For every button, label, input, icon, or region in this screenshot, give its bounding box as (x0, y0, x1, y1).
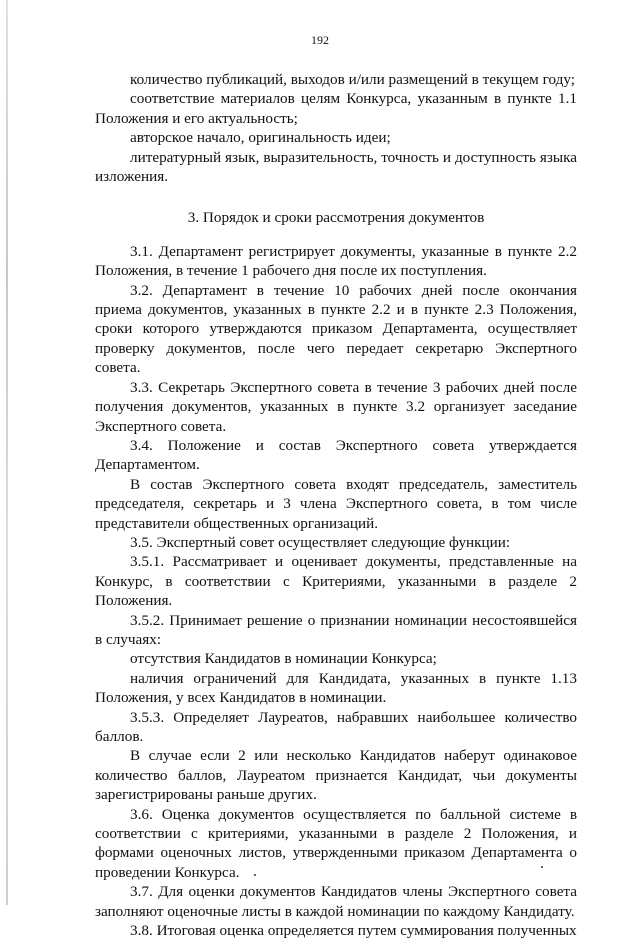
document-body (95, 70, 577, 940)
page-number: 192 (311, 33, 329, 47)
scan-edge-shadow (6, 0, 8, 905)
scan-speck (541, 866, 543, 868)
criteria-item: количество публикаций, выходов и/или размещений в текущем году; (130, 71, 575, 88)
paragraph-3-2: 3.2. Департамент в течение 10 рабочих дней после окончания приема документов, указанных в пункте 2.2 и в пункте 2.3 Положения, сроки которого утверждаются приказом Департамента, осуществляет проверку документов, после чего передает секретарю Экспертного совета. (95, 281, 577, 377)
paragraph-3-7: 3.7. Для оценки документов Кандидатов члены Экспертного совета заполняют оценочные листы в каждой номинации по каждому Кандидату. (95, 883, 577, 920)
paragraph-3-3: 3.3. Секретарь Экспертного совета в течение 3 рабочих дней после получения документов, указанных в пункте 3.2 организует заседание Экспертного совета. (95, 378, 577, 435)
paragraph-3-8: 3.8. Итоговая оценка определяется путем суммирования полученных (130, 922, 577, 940)
paragraph-case-restrictions: наличия ограничений для Кандидата, указанных в пункте 1.13 Положения, у всех Кандидатов в номинации. (95, 669, 577, 707)
paragraph-3-5-1: 3.5.1. Рассматривает и оценивает документы, представленные на Конкурс, в соответствии с Критериями, указанными в разделе 2 Положения. (95, 553, 577, 610)
criteria-item: авторское начало, оригинальность идеи; (130, 129, 391, 147)
section-heading: 3. Порядок и сроки рассмотрения документов (187, 209, 485, 227)
paragraph-3-1: 3.1. Департамент регистрирует документы, указанные в пункте 2.2 Положения, в течение 1 рабочего дня после их поступления. (95, 242, 577, 280)
criteria-item: литературный язык, выразительность, точность и доступность языка изложения. (95, 148, 577, 186)
scan-speck (254, 874, 256, 876)
paragraph-3-6: 3.6. Оценка документов осуществляется по балльной системе в соответствии с критериями, указанными в разделе 2 Положения, и формами оценочных листов, утвержденными приказом Департамента о проведении Конкурса. (95, 805, 577, 881)
paragraph-council-composition: В состав Экспертного совета входят председатель, заместитель председателя, секретарь и 3 члена Экспертного совета, в том числе представители общественных организаций. (95, 475, 577, 532)
paragraph-3-4: 3.4. Положение и состав Экспертного совета утверждается Департаментом. (95, 436, 577, 474)
paragraph-3-5: 3.5. Экспертный совет осуществляет следующие функции: (130, 533, 511, 551)
paragraph-tie-rule: В случае если 2 или несколько Кандидатов наберут одинаковое количество баллов, Лауреатом признается Кандидат, чьи документы зарегистрированы раньше других. (95, 747, 577, 804)
paragraph-3-5-3: 3.5.3. Определяет Лауреатов, набравших наибольшее количество баллов. (95, 708, 577, 745)
paragraph-3-5-2: 3.5.2. Принимает решение о признании номинации несостоявшейся в случаях: (95, 611, 577, 648)
paragraph-case-absence: отсутствия Кандидатов в номинации Конкурса; (130, 650, 437, 668)
criteria-item: соответствие материалов целям Конкурса, указанным в пункте 1.1 Положения и его актуальность; (95, 90, 577, 127)
